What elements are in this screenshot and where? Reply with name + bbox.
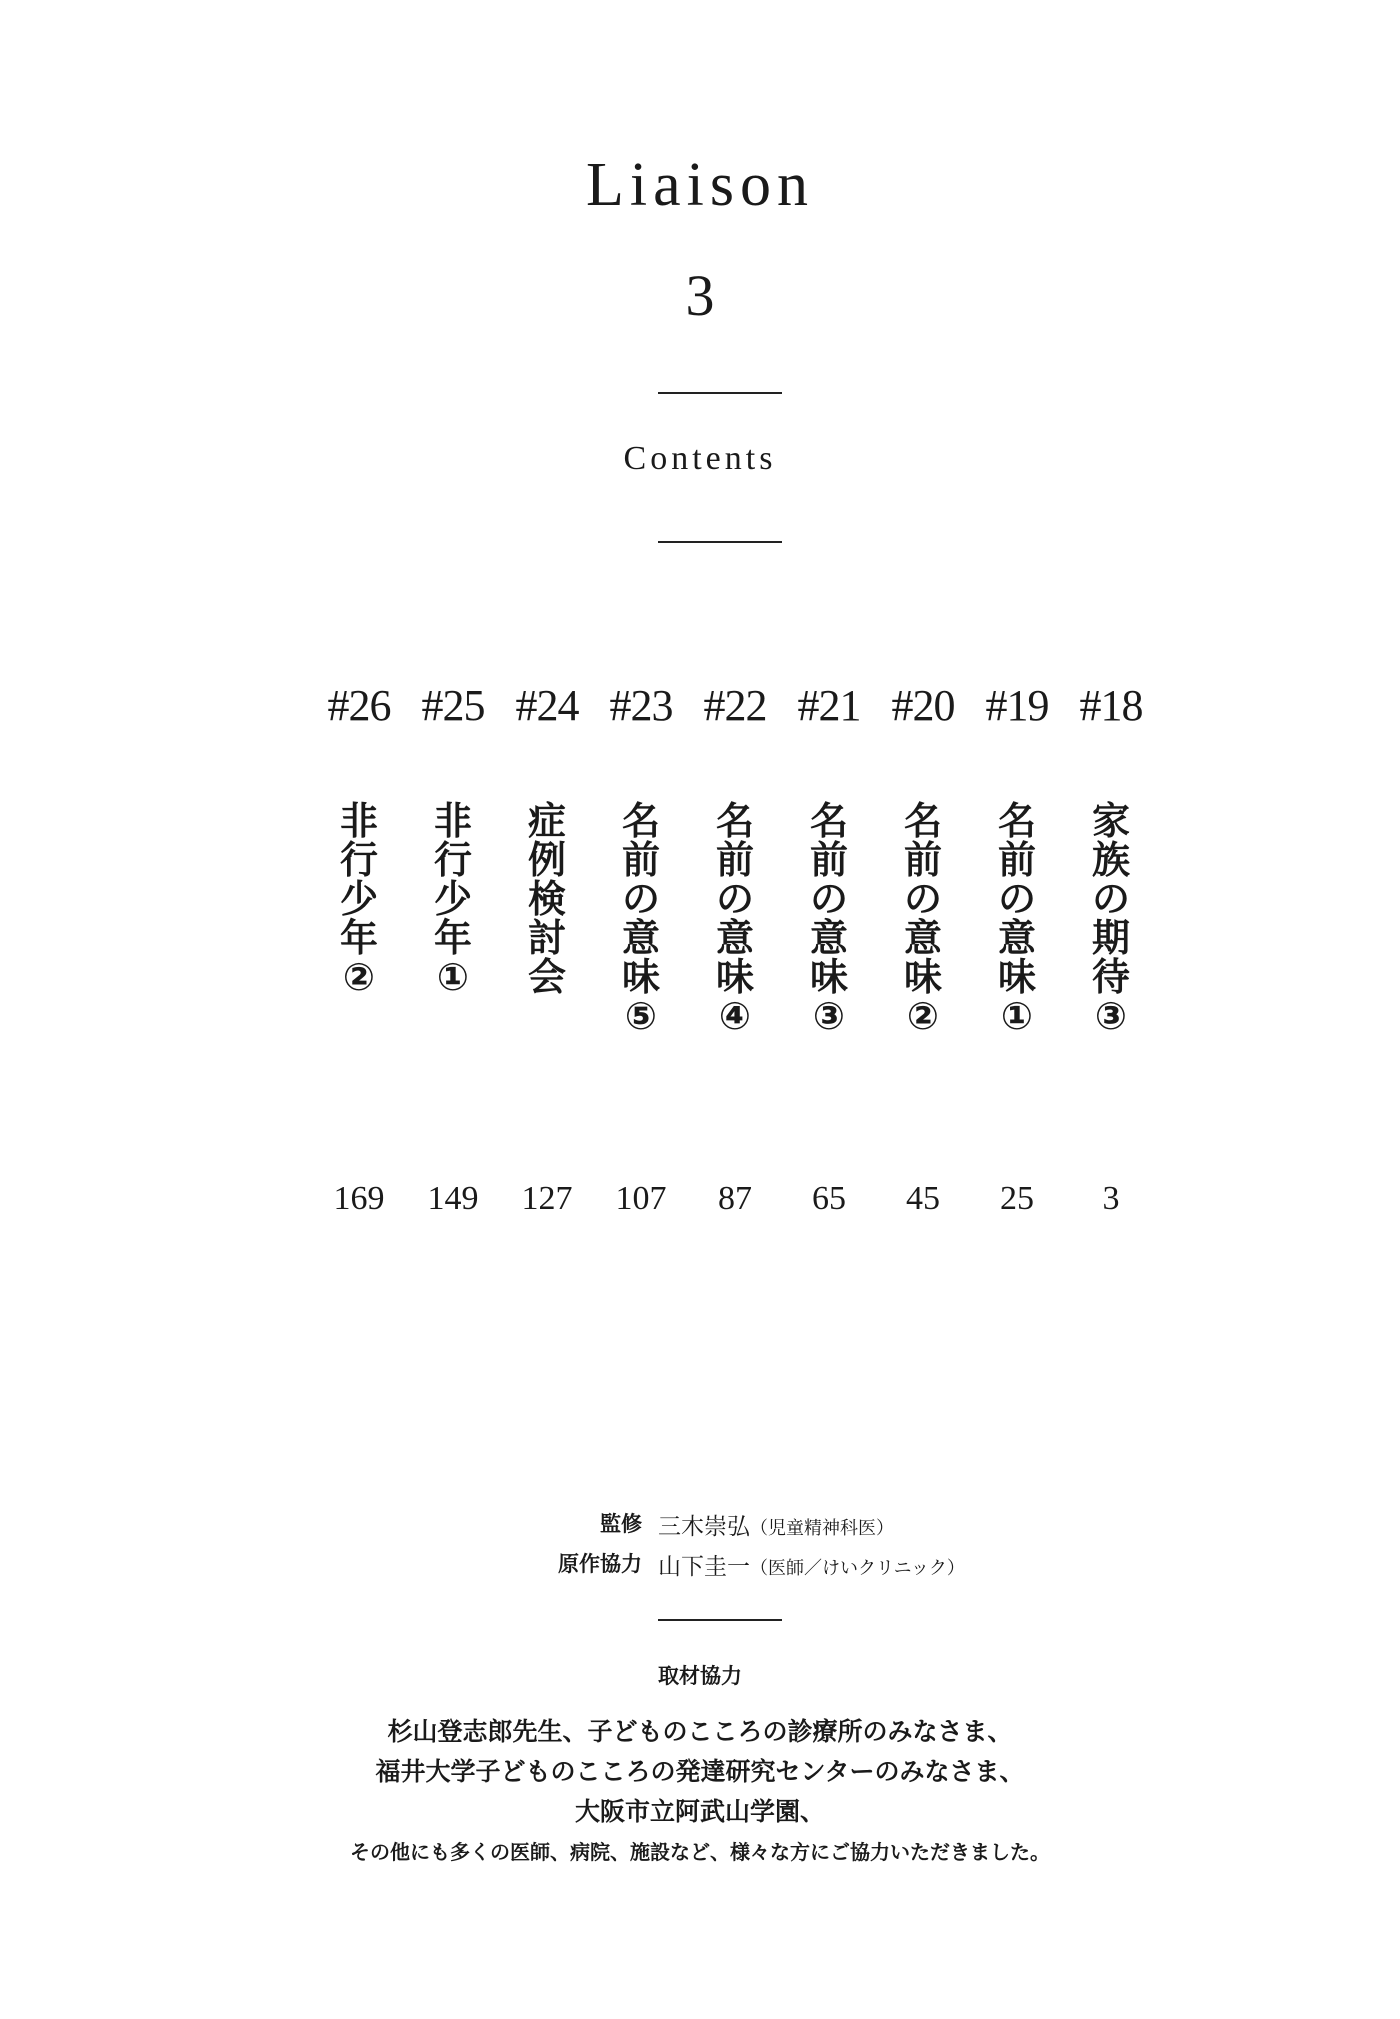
chapter-title: 非行少年① xyxy=(433,799,472,999)
chapter-number: #19 xyxy=(985,681,1049,730)
chapter-title: 名前の意味① xyxy=(997,799,1036,1038)
page-number: 149 xyxy=(427,1180,479,1217)
chapter-title: 名前の意味⑤ xyxy=(621,799,660,1038)
page-number: 3 xyxy=(1102,1180,1120,1217)
page-number: 107 xyxy=(615,1180,667,1217)
toc-entry[interactable] xyxy=(1064,680,1158,1218)
toc-entry[interactable] xyxy=(500,680,594,1218)
coverage-line: 大阪市立阿武山学園、 xyxy=(574,1797,825,1826)
chapter-number: #26 xyxy=(327,681,391,730)
credit-original xyxy=(0,1548,1400,1588)
toc-entry[interactable] xyxy=(406,680,500,1218)
divider-top xyxy=(658,392,782,394)
coverage-line: その他にも多くの医師、病院、施設など、様々な方にご協力いただきました。 xyxy=(350,1840,1050,1864)
coverage-section xyxy=(0,1660,1400,1872)
contents-heading: Contents xyxy=(623,440,777,477)
chapter-number: #20 xyxy=(891,681,955,730)
supervision-value xyxy=(658,1508,894,1541)
chapter-number: #24 xyxy=(515,681,579,730)
chapter-number: #23 xyxy=(609,681,673,730)
volume-number: 3 xyxy=(685,263,715,328)
page-number: 169 xyxy=(333,1180,385,1217)
toc-entry[interactable] xyxy=(594,680,688,1218)
chapter-title: 名前の意味② xyxy=(903,799,942,1038)
chapter-title: 名前の意味④ xyxy=(715,799,754,1038)
chapter-title: 非行少年② xyxy=(339,799,378,999)
coverage-line: 福井大学子どものこころの発達研究センターのみなさま、 xyxy=(375,1757,1025,1786)
page-number: 127 xyxy=(521,1180,573,1217)
divider-contents xyxy=(658,541,782,543)
chapter-number: #18 xyxy=(1079,681,1143,730)
supervision-label: 監修 xyxy=(600,1512,642,1536)
page-number: 25 xyxy=(1000,1180,1034,1217)
original-name: 山下圭一 xyxy=(658,1554,750,1580)
credit-supervision xyxy=(0,1508,1400,1548)
chapter-title: 症例検討会 xyxy=(527,799,566,999)
page-number: 87 xyxy=(718,1180,752,1217)
book-title: Liaison xyxy=(586,151,814,219)
coverage-line: 杉山登志郎先生、子どものこころの診療所のみなさま、 xyxy=(387,1717,1013,1746)
toc-entry[interactable] xyxy=(688,680,782,1218)
chapter-title: 家族の期待③ xyxy=(1091,799,1130,1038)
original-label: 原作協力 xyxy=(558,1552,642,1576)
page-number: 45 xyxy=(906,1180,940,1217)
credits xyxy=(0,1508,1400,1588)
toc-entry[interactable] xyxy=(312,680,406,1218)
original-value xyxy=(658,1548,965,1581)
chapter-title: 名前の意味③ xyxy=(809,799,848,1038)
supervision-name: 三木崇弘 xyxy=(658,1514,750,1540)
chapter-number: #25 xyxy=(421,681,485,730)
coverage-label: 取材協力 xyxy=(658,1664,742,1688)
original-note: （医師／けいクリニック） xyxy=(750,1558,965,1579)
toc-entry[interactable] xyxy=(782,680,876,1218)
toc-entry[interactable] xyxy=(876,680,970,1218)
supervision-note: （児童精神科医） xyxy=(750,1518,894,1539)
chapter-number: #22 xyxy=(703,681,767,730)
page-number: 65 xyxy=(812,1180,846,1217)
chapter-number: #21 xyxy=(797,681,861,730)
toc-entry[interactable] xyxy=(970,680,1064,1218)
table-of-contents xyxy=(312,680,1162,1280)
divider-credits xyxy=(658,1619,782,1621)
